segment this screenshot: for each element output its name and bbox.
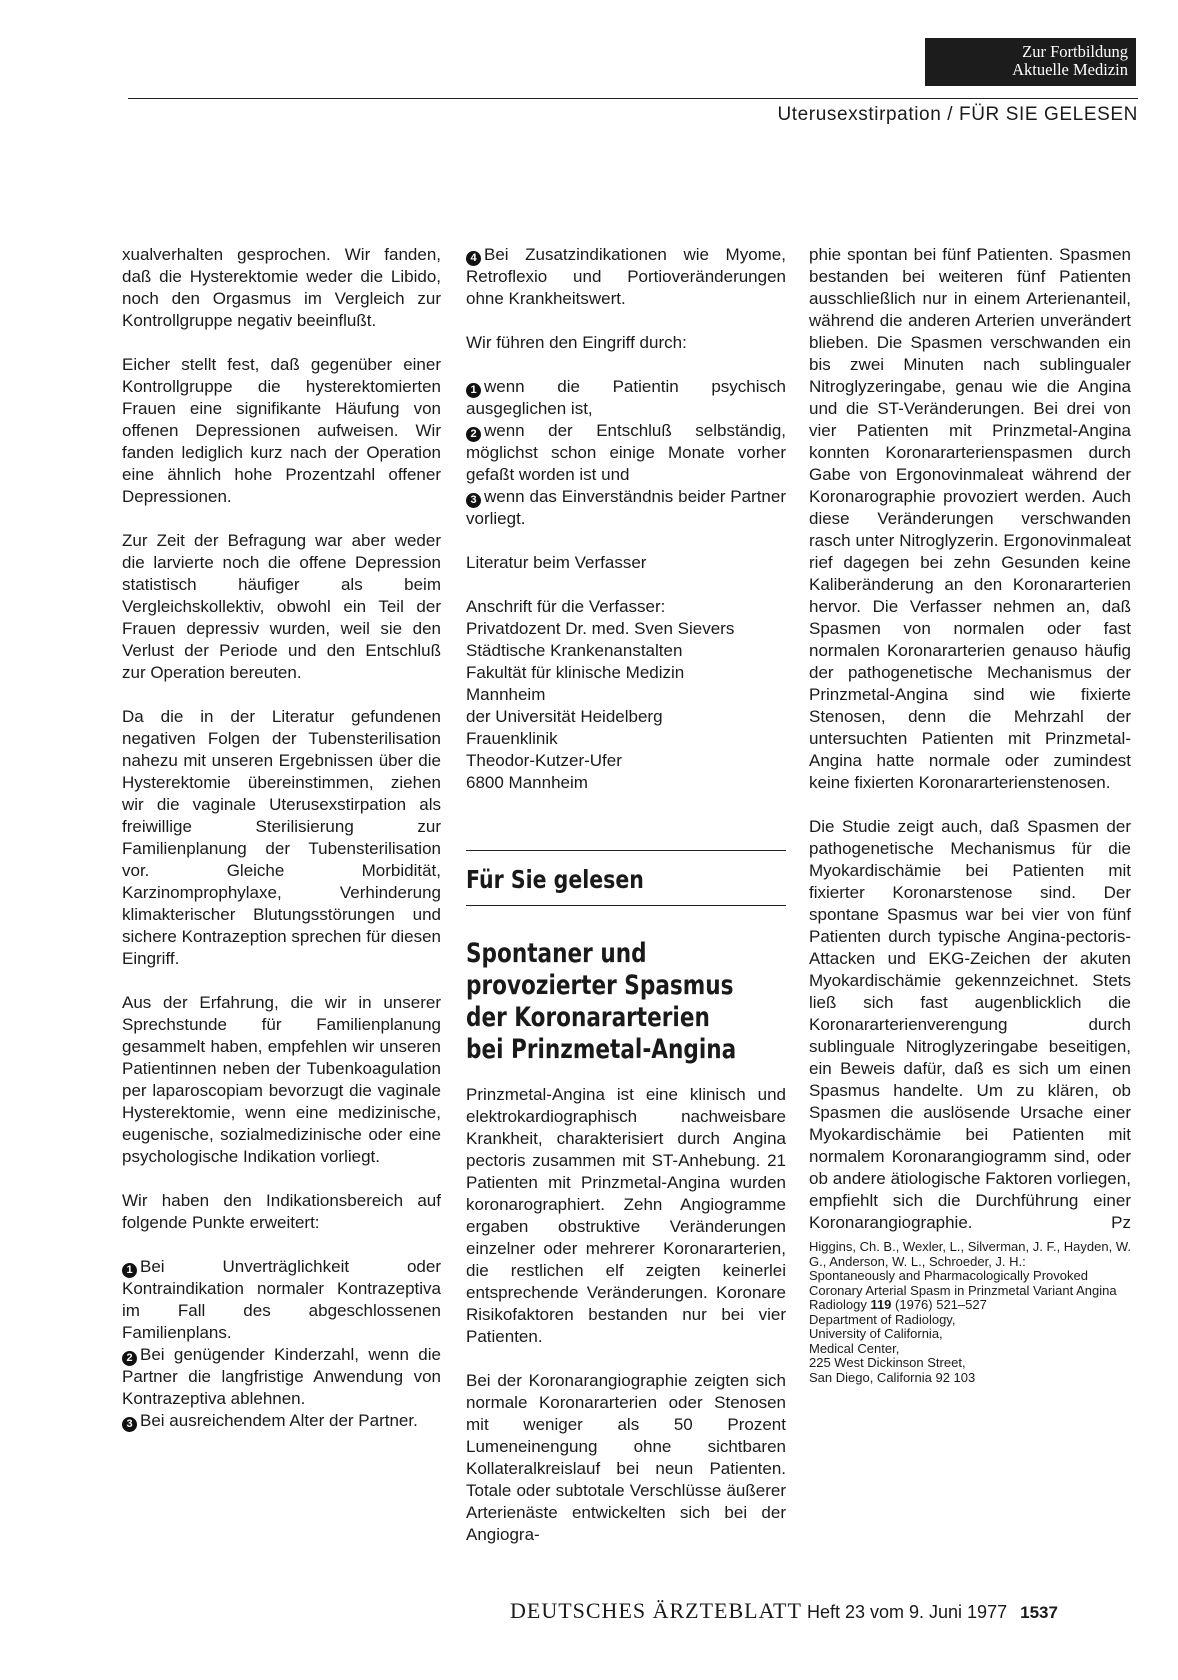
- reference-address-line: Medical Center,: [809, 1340, 900, 1356]
- paragraph: Wir führen den Eingriff durch:: [466, 333, 687, 352]
- address-line: Mannheim: [466, 685, 546, 704]
- address-line: Fakultät für klinische Medizin: [466, 663, 685, 682]
- list-item: [466, 486, 786, 530]
- journal-volume: 119: [870, 1297, 892, 1312]
- reference-address-line: 225 West Dickinson Street,: [809, 1355, 966, 1370]
- reference-title: Spontaneously and Pharmacologically Provoked Coronary Arterial Spasm in Prinzmetal Variant Angina: [809, 1268, 1117, 1298]
- badge-line-2: Aktuelle Medizin: [1012, 60, 1128, 79]
- author-address: [466, 596, 786, 794]
- list-item: [466, 376, 786, 420]
- address-line: Frauenklinik: [466, 729, 558, 748]
- author-signoff: Pz: [1111, 1213, 1131, 1232]
- number-badge: 2: [122, 1351, 137, 1366]
- paragraph: Da die in der Literatur gefundenen negativen Folgen der Tubensterilisation nahezu mit unseren Ergebnissen über die Hysterektomie übereinstimmen, ziehen wir die vaginale Uterusexstirpation als freiwillige Sterilisierung zur Familienplanung der Tubensterilisation vor. Gleiche Morbidität, Karzinomprophylaxe, Verhinderung klimakterischer Blutungsstörungen und sichere Kontrazeption sprechen für diesen Eingriff.: [122, 707, 441, 968]
- number-badge: 1: [466, 383, 481, 398]
- article-title-line: der Koronararterien: [466, 1002, 710, 1033]
- number-badge: 3: [466, 493, 481, 508]
- literature-note: Literatur beim Verfasser: [466, 553, 647, 572]
- page-number: 1537: [1020, 1603, 1058, 1622]
- reference-journal: [809, 1298, 1131, 1313]
- journal-pages: (1976) 521–527: [891, 1297, 987, 1312]
- list-item-text: wenn das Einverständnis beider Partner vorliegt.: [466, 487, 786, 528]
- paragraph: xualverhalten gesprochen. Wir fanden, daß die Hysterektomie weder die Libido, noch den Orgasmus im Vergleich zur Kontrollgruppe negativ beeinflußt.: [122, 245, 441, 330]
- paragraph: Wir haben den Indikationsbereich auf folgende Punkte erweitert:: [122, 1191, 441, 1232]
- paragraph: Eicher stellt fest, daß gegenüber einer Kontrollgruppe die hysterektomierten Frauen eine signifikante Häufung von offenen Depressionen aufweisen. Wir fanden lediglich kurz nach der Operation eine ähnlich hohe Prozentzahl offener Depressionen.: [122, 355, 441, 506]
- paragraph: Zur Zeit der Befragung war aber weder die larvierte noch die offene Depression statistisch häufiger als beim Vergleichskollektiv, obwohl ein Teil der Frauen depressiv wurden, weil sie den Verlust der Periode und den Entschluß zur Operation bereuten.: [122, 531, 441, 682]
- list-item: [122, 1410, 441, 1432]
- journal-name: Radiology: [809, 1297, 871, 1312]
- address-line: Theodor-Kutzer-Ufer: [466, 751, 622, 770]
- section-badge: [925, 38, 1136, 86]
- running-head: Uterusexstirpation / FÜR SIE GELESEN: [777, 104, 1138, 125]
- list-item-text: Bei genügender Kinderzahl, wenn die Partner die langfristige Anwendung von Kontrazeptiva ablehnen.: [122, 1345, 441, 1408]
- column-2: [466, 244, 786, 1568]
- number-badge: 1: [122, 1263, 137, 1278]
- number-badge: 4: [466, 251, 481, 266]
- section-title: Für Sie gelesen: [466, 865, 644, 894]
- badge-line-1: Zur Fortbildung: [1022, 42, 1128, 61]
- list-item-text: wenn die Patientin psychisch ausgeglichen ist,: [466, 377, 786, 418]
- masthead: DEUTSCHES ÄRZTEBLATT: [510, 1598, 802, 1623]
- number-badge: 2: [466, 427, 481, 442]
- article-title: [466, 938, 737, 1066]
- paragraph: Bei der Koronarangiographie zeigten sich normale Koronararterien oder Stenosen mit weniger als 50 Prozent Lumeneinengung ohne sichtbaren Kollateralkreislauf bei neun Patienten. Totale oder subtotale Verschlüsse äußerer Arterienäste entwickelten sich bei der Angiogra-: [466, 1371, 786, 1544]
- list-item-text: Bei Unverträglichkeit oder Kontraindikation normaler Kontrazeptiva im Fall des abgeschlossenen Familienplans.: [122, 1257, 441, 1342]
- column-1: [122, 244, 441, 1432]
- article-title-line: bei Prinzmetal-Angina: [466, 1034, 737, 1065]
- address-line: Anschrift für die Verfasser:: [466, 597, 666, 616]
- header-rule: [128, 98, 1138, 99]
- address-line: der Universität Heidelberg: [466, 707, 663, 726]
- article-title-line: provozierter Spasmus: [466, 970, 734, 1001]
- reference-address-line: Department of Radiology,: [809, 1311, 956, 1327]
- list-item: [466, 420, 786, 486]
- list-item-text: Bei Zusatzindikationen wie Myome, Retroflexio und Portioveränderungen ohne Krankheitswert.: [466, 245, 786, 308]
- section-rule-top: [466, 850, 786, 851]
- address-line: Städtische Krankenanstalten: [466, 641, 683, 660]
- list-item: [466, 244, 786, 310]
- paragraph: phie spontan bei fünf Patienten. Spasmen bestanden bei weiteren fünf Patienten ausschließlich nur in einem Arterienanteil, während die anderen Arterien unverändert blieben. Die Spasmen verschwanden ein bis zwei Minuten nach sublingualer Nitroglyzeringabe, genau wie die Angina und die ST-Veränderungen. Bei drei von vier Patienten mit Prinzmetal-Angina konnten Koronararterienspasmen durch Gabe von Ergonovinmaleat während der Koronarographie provoziert werden. Auch diese Veränderungen verschwanden rasch unter Nitroglyzerin. Ergonovinmaleat rief dagegen bei zehn Gesunden keine Kaliberänderung an den Koronararterien hervor. Die Verfasser nehmen an, daß Spasmen von normalen oder fast normalen Koronararterien genauso häufig der pathogenetische Mechanismus der Prinzmetal-Angina sind wie fixierte Stenosen, denn die Mehrzahl der untersuchten Patienten mit Prinzmetal-Angina hatte normale oder zumindest keine fixierten Koronararterienstenosen.: [809, 245, 1131, 792]
- section-rule-bottom: [466, 905, 786, 906]
- number-badge: 3: [122, 1417, 137, 1432]
- address-line: 6800 Mannheim: [466, 773, 588, 792]
- reference: [809, 1240, 1131, 1385]
- reference-address-line: University of California,: [809, 1326, 943, 1341]
- paragraph: Prinzmetal-Angina ist eine klinisch und elektrokardiographisch nachweisbare Krankheit, charakterisiert durch Angina pectoris zusammen mit ST-Anhebung. 21 Patienten mit Prinzmetal-Angina wurden koronarographiert. Zehn Angiogramme ergaben obstruktive Veränderungen einzelner oder mehrerer Koronararterien, die restlichen elf zeigten keinerlei entsprechende Veränderungen. Koronare Risikofaktoren bestanden nur bei vier Patienten.: [466, 1085, 786, 1346]
- paragraph-text: Die Studie zeigt auch, daß Spasmen der pathogenetische Mechanismus für die Myokardischämie bei Patienten mit fixierter Koronarstenose sind. Der spontane Spasmus war bei vier von fünf Patienten durch typische Angina-pectoris-Attacken und EKG-Zeichen der akuten Myokardischämie gekennzeichnet. Stets ließ sich fast augenblicklich die Koronararterienverengung durch sublinguale Nitroglyzeringabe beseitigen, ein Beweis dafür, daß es sich um einen Spasmus handelte. Um zu klären, ob Spasmen die auslösende Ursache einer Myokardischämie bei Patienten mit normalem Koronarangiogramm sind, oder ob andere ätiologische Faktoren vorliegen, empfiehlt sich die Durchführung einer Koronarangiographie.: [809, 817, 1131, 1232]
- list-item: [122, 1256, 441, 1344]
- address-line: Privatdozent Dr. med. Sven Sievers: [466, 619, 735, 638]
- paragraph: [809, 816, 1131, 1234]
- reference-address-line: San Diego, California 92 103: [809, 1369, 976, 1385]
- list-item-text: wenn der Entschluß selbständig, möglichst schon einige Monate vorher gefaßt worden ist und: [466, 421, 786, 484]
- list-item: [122, 1344, 441, 1410]
- article-title-line: Spontaner und: [466, 938, 647, 969]
- page-footer: [510, 1598, 1058, 1624]
- reference-authors: Higgins, Ch. B., Wexler, L., Silverman, J. F., Hayden, W. G., Anderson, W. L., Schroeder, J. H.:: [809, 1239, 1131, 1269]
- list-item-text: Bei ausreichendem Alter der Partner.: [140, 1411, 418, 1430]
- paragraph: Aus der Erfahrung, die wir in unserer Sprechstunde für Familienplanung gesammelt haben, empfehlen wir unseren Patientinnen neben der Tubenkoagulation per laparoscopiam bevorzugt die vaginale Hysterektomie, wenn eine medizinische, eugenische, sozialmedizinische oder eine psychologische Indikation vorliegt.: [122, 993, 441, 1166]
- column-3: [809, 244, 1131, 1385]
- issue-info: Heft 23 vom 9. Juni 1977: [806, 1602, 1008, 1622]
